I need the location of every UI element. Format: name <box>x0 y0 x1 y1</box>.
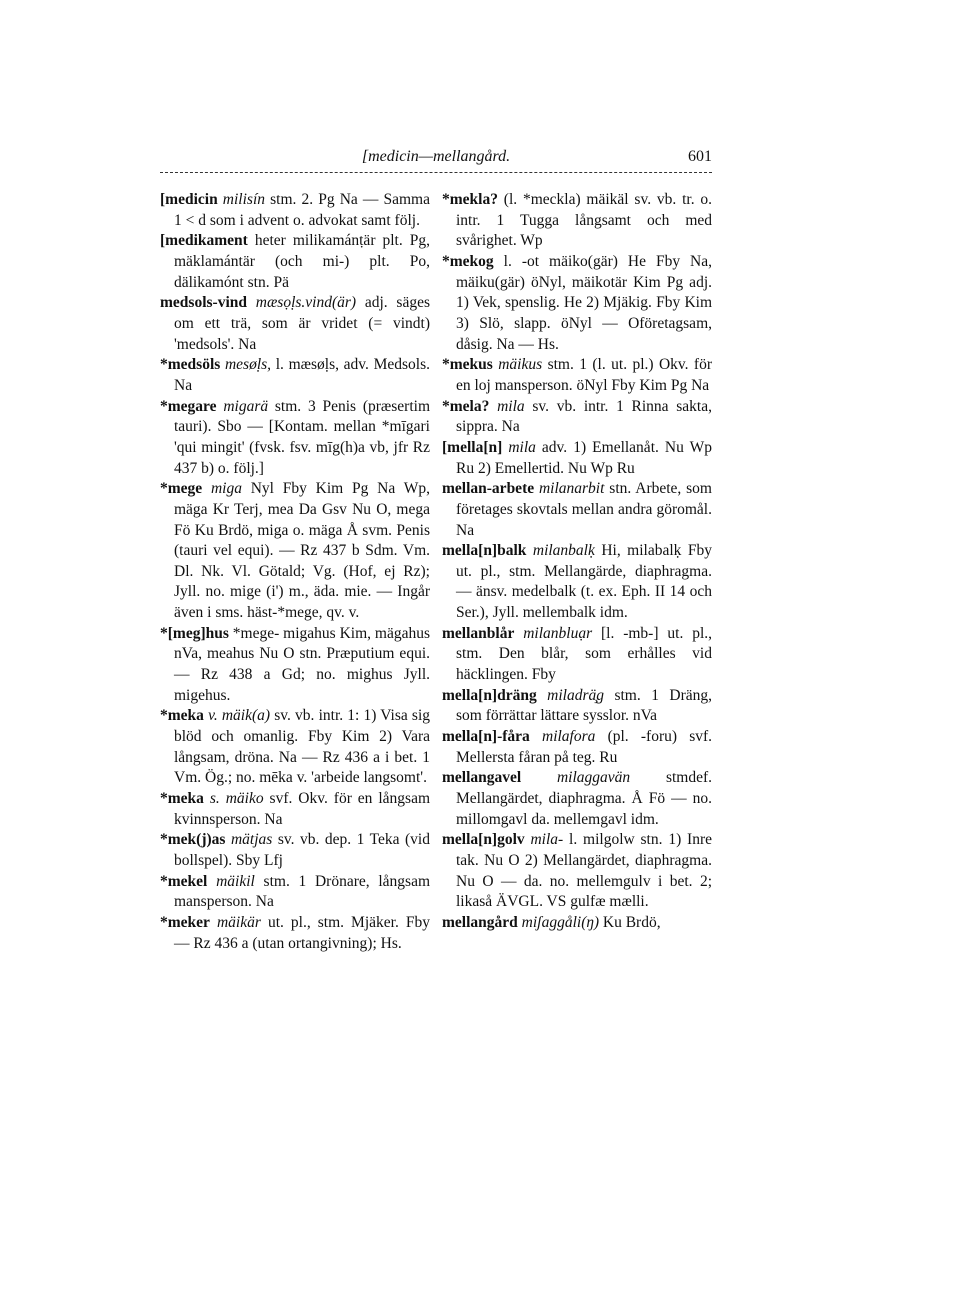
entry-text: adv. 1) Emellanåt. Nu Wp Ru 2) Emellertid. Nu Wp Ru <box>456 438 712 477</box>
entry-text: *mege- migahus Kim, mägahus nVa, meahus Nu O stn. Præputium equi. — Rz 438 a Gd; no. mighus Jyll. migehus. <box>174 624 431 704</box>
header-rule <box>160 172 712 173</box>
entry-headword: mellanblår <box>442 624 515 642</box>
entry-pronunciation: milaggavän <box>556 769 631 787</box>
entry-text: Ku Brdö, <box>602 913 661 931</box>
entry-pronunciation: s. mäiko <box>209 790 264 808</box>
entry-text: [l. -mb-] ut. pl., stm. Den blår, som erhålles vid häcklingen. Fby <box>456 624 712 684</box>
entry-text: stm. 1 (l. ut. pl.) Okv. för en loj mansperson. öNyl Fby Kim Pg Na <box>456 356 712 394</box>
entry-headword: mella[n]-fåra <box>442 728 530 746</box>
dictionary-entry <box>160 397 430 480</box>
dictionary-entry <box>442 541 712 624</box>
entry-text: ut. pl., stm. Mjäker. Fby — Rz 436 a (utan ortangivning); Hs. <box>174 913 431 952</box>
entry-headword: mellan-arbete <box>442 480 535 498</box>
entry-text: adj. säges om ett trä, som är vridet (= vindt) 'medsols'. Na <box>174 294 431 353</box>
dictionary-entry <box>442 686 712 727</box>
dictionary-entry <box>442 768 712 830</box>
entry-pronunciation: mila <box>508 438 536 456</box>
entry-text: sv. vb. intr. 1: 1) Visa sig blöd och omanlig. Fby Kim 2) Vara långsam, dröna. Na — Rz 436 a i bet. 1 Vm. Ög.; no. mēka v. 'arbeide langsomt'. <box>174 707 431 787</box>
entry-headword: medsols-vind <box>160 294 247 312</box>
dictionary-entry <box>160 231 430 293</box>
entry-headword: [medikament <box>160 232 248 250</box>
dictionary-entry <box>442 355 712 396</box>
dictionary-entry <box>160 190 430 231</box>
entry-headword: *meka <box>160 707 204 725</box>
entry-headword: *mekel <box>160 872 208 890</box>
left-column <box>160 190 430 954</box>
dictionary-entry <box>442 479 712 541</box>
entry-pronunciation: miga <box>210 480 242 498</box>
dictionary-entry <box>160 706 430 789</box>
entry-pronunciation: mätjas <box>230 831 273 849</box>
entry-pronunciation: mila- <box>530 831 564 849</box>
entry-pronunciation: miʃaggåli(ŋ) <box>521 913 600 931</box>
dictionary-entry <box>160 872 430 913</box>
right-column <box>442 190 712 934</box>
entry-text: l. -ot mäiko(gär) He Fby Na, mäiku(gär) öNyl, mäikotär Kim Pg adj. 1) Vek, spenslig. He 2) Mjäkig. Fby Kim 3) Slö, slapp. öNyl — Oföretagsam, dåsig. Na — Hs. <box>456 252 713 353</box>
entry-headword: *meker <box>160 913 210 931</box>
entry-headword: *megare <box>160 397 217 415</box>
entry-text: svf. Okv. för en långsam kvinnsperson. Na <box>174 790 431 828</box>
dictionary-entry <box>160 355 430 396</box>
page-number: 601 <box>688 148 712 165</box>
entry-pronunciation: mæsọḷs.vind(är) <box>255 294 357 312</box>
dictionary-entry <box>442 830 712 913</box>
entry-headword: *mekus <box>442 356 493 374</box>
entry-pronunciation: milanbalḳ <box>532 542 595 560</box>
dictionary-entry <box>442 727 712 768</box>
entry-text: stn. Arbete, som företages skovtals mellan andra göromål. Na <box>456 480 712 539</box>
entry-headword: *mekla? <box>442 191 498 208</box>
entry-text: (pl. -foru) svf. Mellersta fåran på teg. Ru <box>456 728 713 766</box>
dictionary-entry <box>442 252 712 355</box>
entry-text: l. mæsøḷs, adv. Medsols. Na <box>174 356 431 394</box>
dictionary-entry <box>442 190 712 252</box>
dictionary-entry <box>160 789 430 830</box>
running-header <box>160 148 712 172</box>
entry-pronunciation: milanarbit <box>538 480 605 498</box>
entry-text: stm. 1 Dräng, som förrättar lättare sysslor. nVa <box>456 686 712 725</box>
entry-text: stm. 2. Pg Na — Samma 1 < d som i advent o. advokat samt följ. <box>174 191 430 229</box>
entry-headword: *[meg]hus <box>160 624 229 642</box>
entry-text: stm. 1 Drönare, långsam mansperson. Na <box>174 872 431 911</box>
running-title: [medicin—mellangård. <box>361 148 511 165</box>
entry-text: stm. 3 Penis (præsertim tauri). Sbo — [Kontam. mellan *mīgari 'qui mingit' (fvsk. fsv. mīg(h)a vb, jfr Rz 437 b) o. följ.] <box>174 397 430 477</box>
entry-pronunciation: mäikus <box>498 356 543 374</box>
dictionary-entry <box>442 624 712 686</box>
dictionary-entry <box>160 293 430 355</box>
dictionary-entry <box>160 624 430 707</box>
entry-headword: *mek(j)as <box>160 831 226 849</box>
entry-pronunciation: mila <box>497 397 525 415</box>
entry-text: (l. *meckla) mäikäl sv. vb. tr. o. intr. 1 Tugga långsamt och med svårighet. Wp <box>456 191 713 250</box>
dictionary-entry <box>442 397 712 438</box>
entry-headword: mellangård <box>442 913 518 931</box>
entry-headword: [mella[n] <box>442 438 503 456</box>
dictionary-entry <box>160 913 430 954</box>
entry-pronunciation: milisín <box>222 191 265 208</box>
entry-headword: mella[n]balk <box>442 542 527 560</box>
entry-text: Nyl Fby Kim Pg Na Wp, mäga Kr Terj, mea Da Gsv Nu O, mega Fö Ku Brdö, miga o. mäga Å svm. Penis (tauri vel equi). — Rz 437 b Sdm. Vm. Dl. Nk. Vl. Götald; Vg. (Hof, ej Rz); Jyll. no. mige (i') m., äda. mie. — Ingår även i sms. häst-*mege, qv. v. <box>174 480 430 622</box>
dictionary-entry <box>442 913 712 934</box>
entry-text: Hi, milabalḳ Fby ut. pl., stm. Mellangärde, diaphragma. — änsv. medelbalk (t. ex. Eph. II 14 och Ser.), Jyll. mellembalk idm. <box>456 542 713 622</box>
dictionary-entry <box>160 830 430 871</box>
entry-headword: mellangavel <box>442 769 522 787</box>
entry-headword: *mege <box>160 480 203 498</box>
entry-headword: mella[n]golv <box>442 831 525 849</box>
entry-pronunciation: mäikär <box>216 913 261 931</box>
entry-pronunciation: migarä <box>223 397 269 415</box>
entry-pronunciation: mesøḷs, <box>224 356 272 374</box>
entry-headword: [medicin <box>160 191 218 208</box>
entry-text: sv. vb. dep. 1 Teka (vid bollspel). Sby Lfj <box>174 831 430 869</box>
entry-headword: *mekog <box>442 252 494 270</box>
entry-headword: *mela? <box>442 397 490 415</box>
entry-text: sv. vb. intr. 1 Rinna sakta, sippra. Na <box>456 397 712 436</box>
entry-pronunciation: mäikil <box>216 872 255 890</box>
entry-pronunciation: milafora <box>542 728 596 746</box>
entry-pronunciation: milanbluạr <box>523 624 593 642</box>
entry-text: l. milgolw stn. 1) Inre tak. Nu O 2) Mellangärdet, diaphragma. Nu O — da. no. mellemgulv i bet. 2; likaså ÄVGL. VS gulfæ mælli. <box>456 831 713 911</box>
entry-pronunciation: miladrä̧g <box>547 686 605 704</box>
entry-headword: *meka <box>160 790 204 808</box>
entry-text: heter milikamánṭär plt. Pg, mäklamántär (och mi-) plt. Po, dälikamónt stn. Pä <box>174 232 430 291</box>
entry-headword: *medsöls <box>160 356 221 374</box>
dictionary-entry <box>442 438 712 479</box>
entry-text: stmdef. Mellangärdet, diaphragma. Å Fö — no. millomgavl da. mellemgavl idm. <box>456 769 712 828</box>
entry-headword: mella[n]dräng <box>442 686 537 704</box>
dictionary-entry <box>160 479 430 624</box>
entry-pronunciation: v. mäik(a) <box>208 707 271 725</box>
